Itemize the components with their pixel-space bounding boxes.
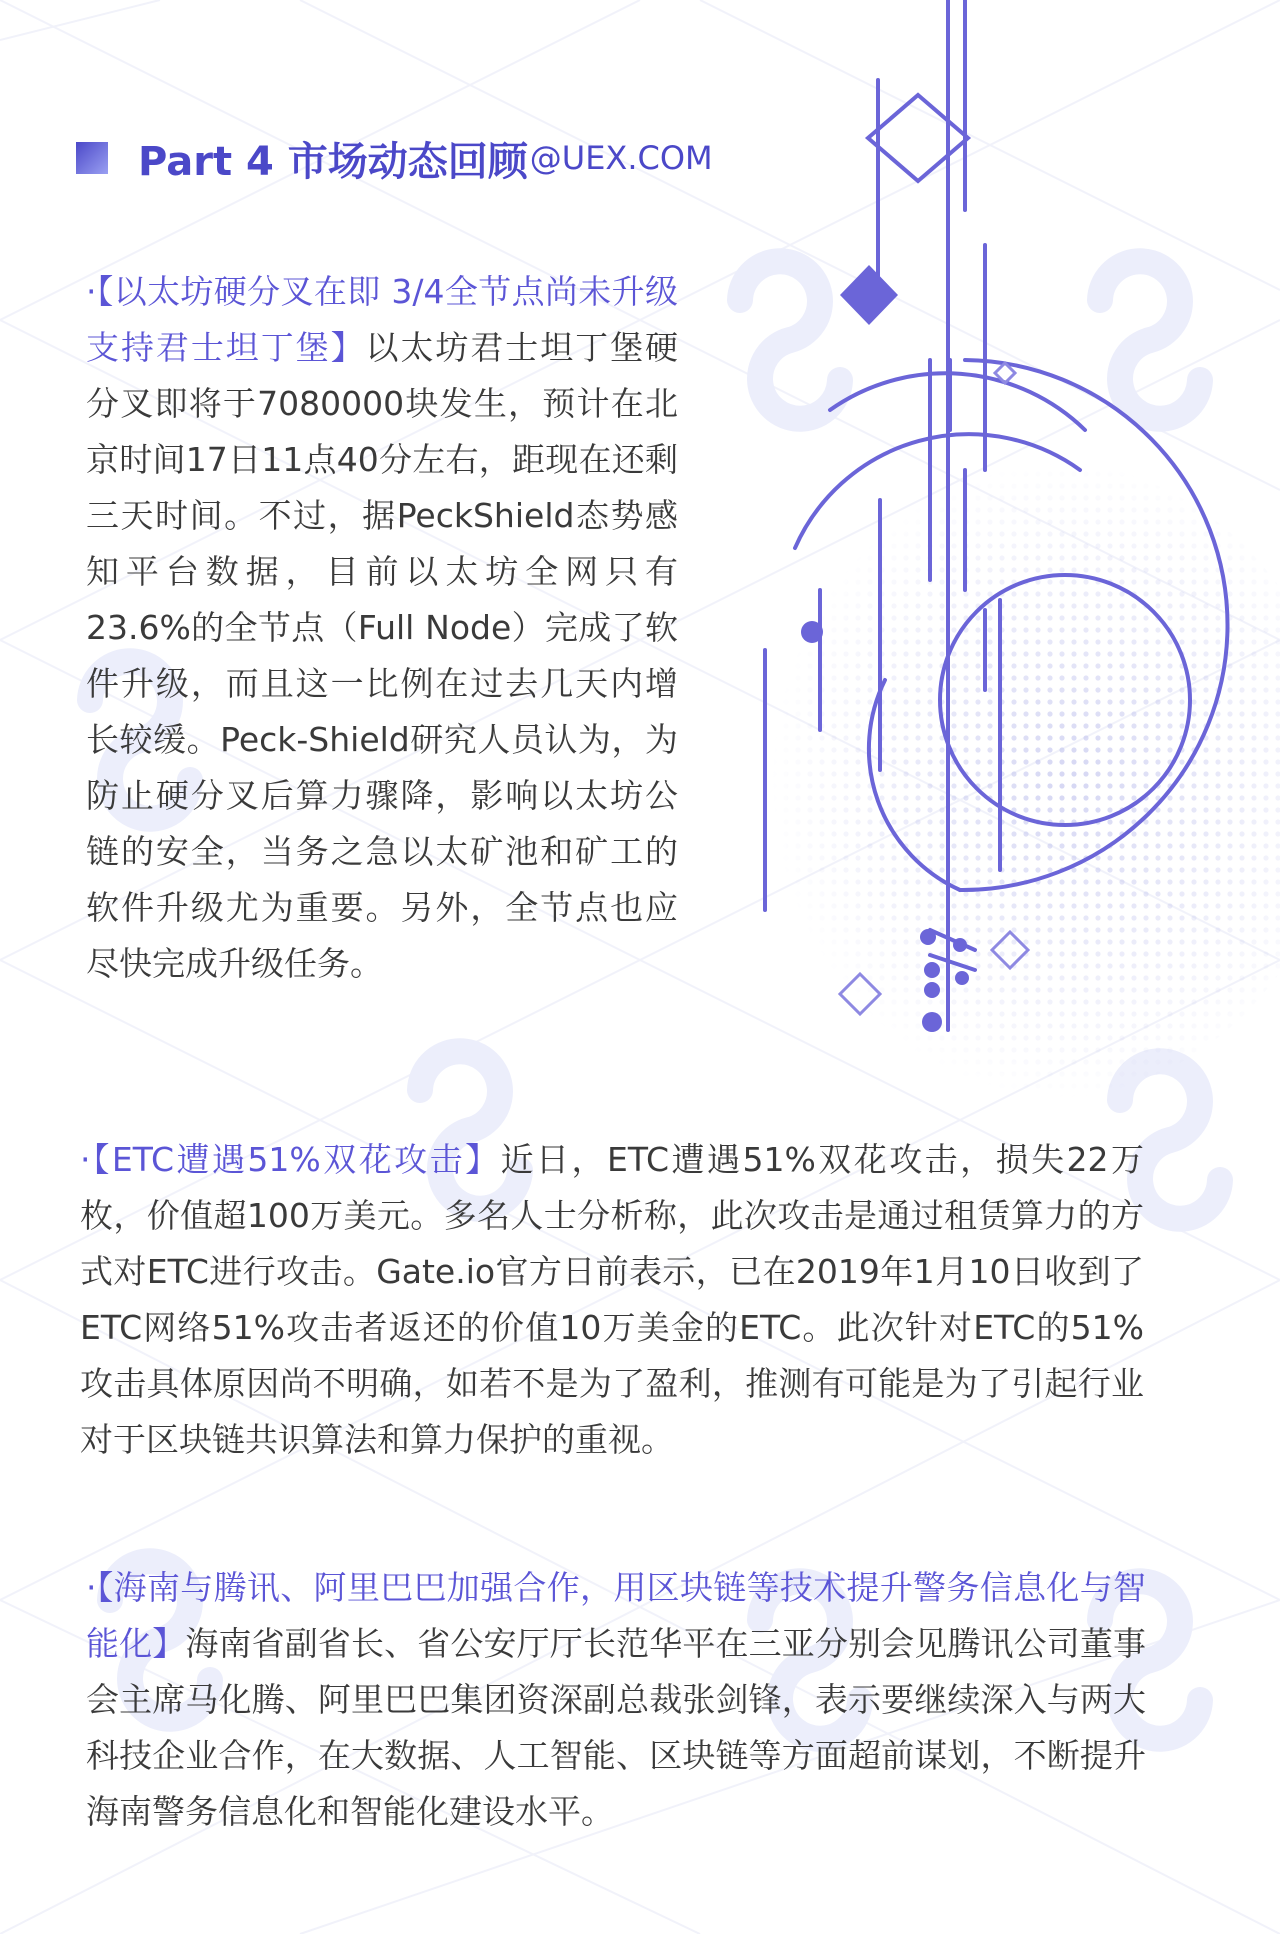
section-title: Part 4 市场动态回顾 bbox=[138, 138, 528, 185]
section-header bbox=[76, 128, 713, 188]
news-headline: 【以太坊硬分叉在即 3/4全节点尚未升级支持君士坦丁堡】 bbox=[86, 272, 678, 367]
news-headline: 【ETC遭遇51%双花攻击】 bbox=[90, 1140, 501, 1179]
news-item bbox=[80, 1132, 1144, 1468]
header-square-icon bbox=[76, 142, 108, 174]
news-body: 以太坊君士坦丁堡硬分叉即将于7080000块发生，预计在北京时间17日11点40分左右，距现在还剩三天时间。不过，据PeckShield态势感知平台数据，目前以太坊全网只有23.6%的全节点（Full Node）完成了软件升级，而且这一比例在过去几天内增长较缓。Peck-Shield研究人员认为，为防止硬分叉后算力骤降，影响以太坊公链的安全，当务之急以太矿池和矿工的软件升级尤为重要。另外，全节点也应尽快完成升级任务。 bbox=[86, 328, 678, 983]
news-body: 近日，ETC遭遇51%双花攻击，损失22万枚，价值超100万美元。多名人士分析称，此次攻击是通过租赁算力的方式对ETC进行攻击。Gate.io官方日前表示，已在2019年1月10日收到了ETC网络51%攻击者返还的价值10万美金的ETC。此次针对ETC的51%攻击具体原因尚不明确，如若不是为了盈利，推测有可能是为了引起行业对于区块链共识算法和算力保护的重视。 bbox=[80, 1140, 1144, 1459]
news-bullet: · bbox=[80, 1140, 91, 1179]
dot-pattern bbox=[700, 420, 1280, 1100]
news-item bbox=[86, 1560, 1146, 1840]
site-watermark-text: @UEX.COM bbox=[529, 139, 713, 177]
news-item bbox=[86, 264, 678, 992]
news-bullet: · bbox=[86, 1568, 97, 1607]
circuit-decoration bbox=[690, 0, 1280, 1100]
news-bullet: · bbox=[86, 272, 97, 311]
news-body: 海南省副省长、省公安厅厅长范华平在三亚分别会见腾讯公司董事会主席马化腾、阿里巴巴集团资深副总裁张剑锋，表示要继续深入与两大科技企业合作，在大数据、人工智能、区块链等方面超前谋划，不断提升海南警务信息化和智能化建设水平。 bbox=[86, 1624, 1147, 1831]
news-headline: 【海南与腾讯、阿里巴巴加强合作，用区块链等技术提升警务信息化与智能化】 bbox=[86, 1568, 1146, 1663]
